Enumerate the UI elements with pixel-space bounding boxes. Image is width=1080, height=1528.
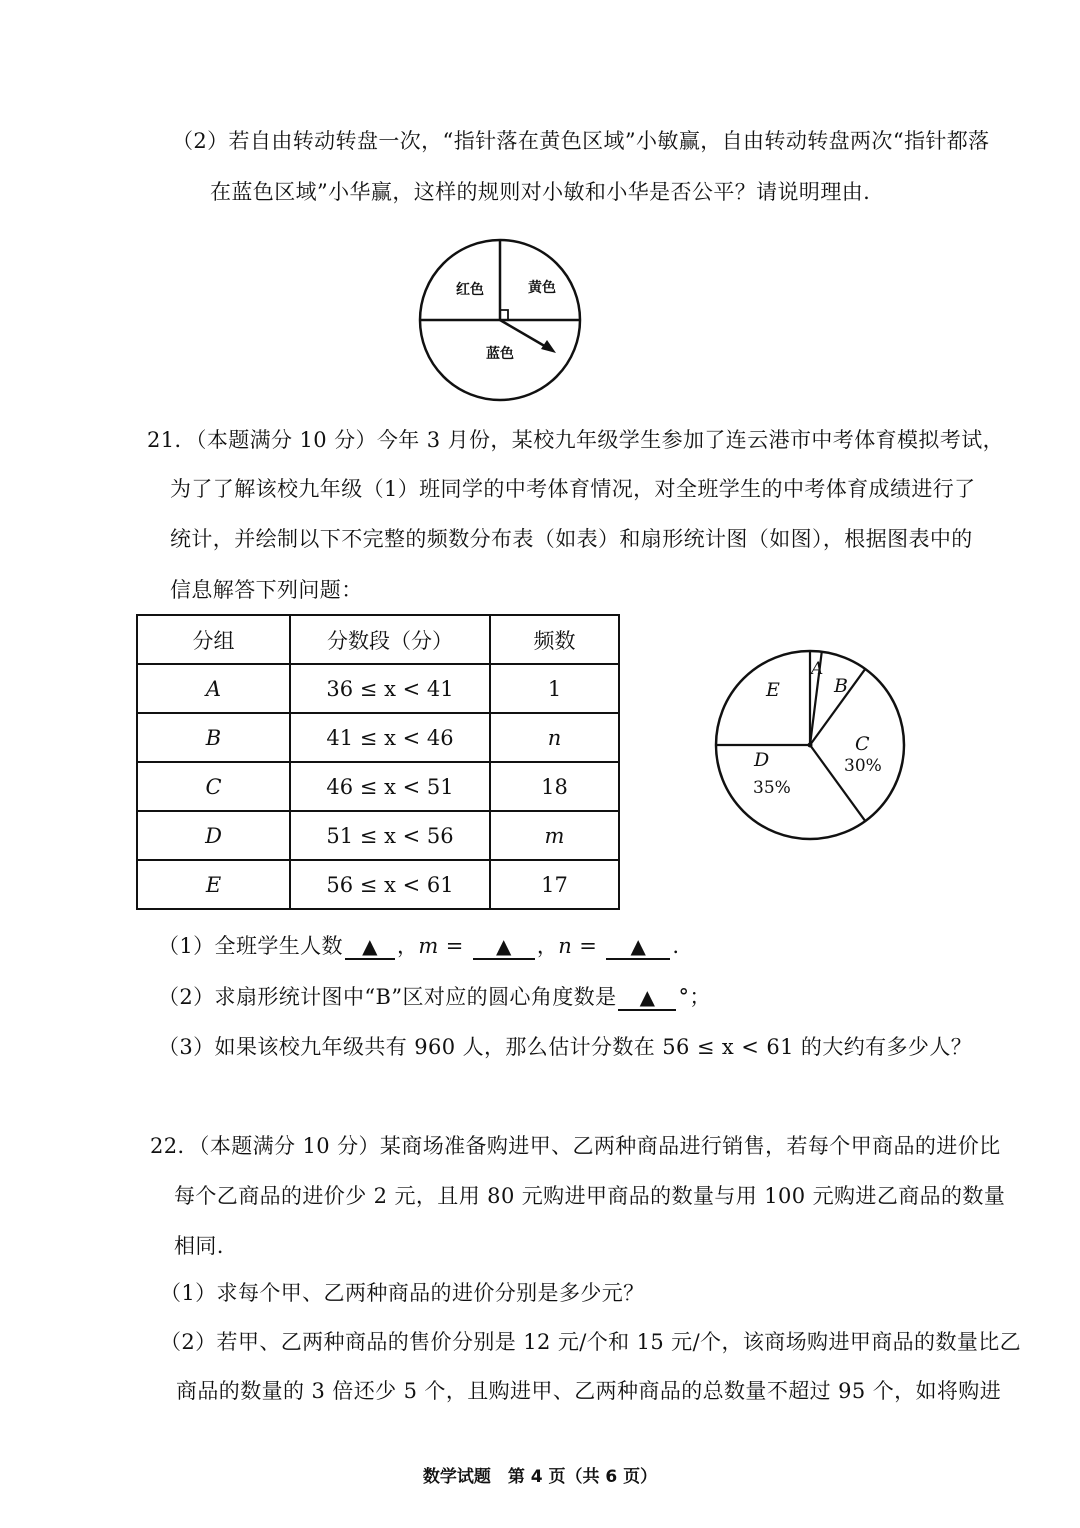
q21-intro-line1: 21．（本题满分 10 分）今年 3 月份，某校九年级学生参加了连云港市中考体育模拟考试， [147, 428, 1005, 452]
q20-part2-line1: （2）若自由转动转盘一次，“指针落在黄色区域”小敏赢，自由转动转盘两次“指针都落 [172, 129, 990, 153]
q21-part2-suffix: °； [678, 985, 711, 1009]
cell-group: C [137, 762, 290, 811]
header-group: 分组 [137, 615, 290, 664]
cell-range: 41 ≤ x < 46 [290, 713, 490, 762]
pie-label-B: B [834, 675, 848, 697]
cell-range: 46 ≤ x < 51 [290, 762, 490, 811]
table-row [137, 860, 619, 909]
cell-frequency: m [490, 811, 619, 860]
cell-range: 36 ≤ x < 41 [290, 664, 490, 713]
q21-part3: （3）如果该校九年级共有 960 人，那么估计分数在 56 ≤ x < 61 的大约有多少人？ [158, 1035, 973, 1059]
q21-intro-line2: 为了了解该校九年级（1）班同学的中考体育情况，对全班学生的中考体育成绩进行了 [170, 477, 976, 501]
cell-group: D [137, 811, 290, 860]
cell-frequency: 18 [490, 762, 619, 811]
variable-m: m [418, 934, 439, 958]
q21-intro-line3: 统计，并绘制以下不完整的频数分布表（如表）和扇形统计图（如图），根据图表中的 [170, 527, 973, 551]
cell-frequency: 17 [490, 860, 619, 909]
answer-blank-m[interactable]: ▲ [473, 934, 535, 960]
pie-label-D: D [754, 749, 770, 771]
cell-frequency: n [490, 713, 619, 762]
yellow-region-label: 黄色 [528, 280, 556, 296]
equals-sign: = [438, 934, 471, 958]
pie-center-point [808, 743, 813, 748]
period: . [672, 934, 680, 958]
q22-part2-line2: 商品的数量的 3 倍还少 5 个，且购进甲、乙两种商品的总数量不超过 95 个，如将购进 [176, 1379, 1002, 1403]
spinner-diagram [418, 232, 586, 408]
q22-part2-line1: （2）若甲、乙两种商品的售价分别是 12 元/个和 15 元/个，该商场购进甲商品的数量比乙 [160, 1330, 1022, 1354]
separator: ， [396, 934, 419, 958]
header-frequency: 频数 [490, 615, 619, 664]
cell-group: A [137, 664, 290, 713]
table-row [137, 762, 619, 811]
pie-label-A: A [811, 659, 824, 679]
cell-group: B [137, 713, 290, 762]
frequency-table [136, 614, 620, 910]
cell-range: 51 ≤ x < 56 [290, 811, 490, 860]
red-region-label: 红色 [456, 282, 484, 298]
separator: ， [536, 934, 559, 958]
equals-sign: = [572, 934, 605, 958]
q20-part2-line2: 在蓝色区域”小华赢，这样的规则对小敏和小华是否公平？请说明理由. [210, 180, 871, 204]
q21-intro-line4: 信息解答下列问题： [170, 578, 363, 602]
spinner-pointer-arrowhead [541, 340, 556, 353]
cell-group: E [137, 860, 290, 909]
answer-blank-n[interactable]: ▲ [606, 934, 670, 960]
page-footer: 数学试题 第 4 页（共 6 页） [422, 1467, 658, 1487]
q22-line3: 相同. [174, 1234, 224, 1258]
table-header-row [137, 615, 619, 664]
variable-n: n [558, 934, 573, 958]
q22-line1: 22．（本题满分 10 分）某商场准备购进甲、乙两种商品进行销售，若每个甲商品的进价比 [150, 1134, 1001, 1158]
answer-blank-total[interactable]: ▲ [345, 934, 395, 960]
answer-blank-angle[interactable]: ▲ [618, 985, 676, 1011]
table-row [137, 664, 619, 713]
pie-label-E: E [766, 679, 780, 701]
table-row [137, 811, 619, 860]
q21-part2-prefix: （2）求扇形统计图中“B”区对应的圆心角度数是 [158, 985, 617, 1009]
header-range: 分数段（分） [290, 615, 490, 664]
q21-part1 [158, 931, 679, 961]
pie-pct-D: 35% [753, 778, 791, 798]
q22-line2: 每个乙商品的进价少 2 元，且用 80 元购进甲商品的数量与用 100 元购进乙商品的数量 [174, 1184, 1006, 1208]
cell-frequency: 1 [490, 664, 619, 713]
pie-label-C: C [855, 733, 870, 755]
q21-part1-prefix: （1）全班学生人数 [158, 934, 343, 958]
q21-part2 [158, 982, 711, 1012]
spinner-pointer [500, 320, 548, 348]
pie-chart [712, 644, 908, 846]
blue-region-label: 蓝色 [486, 346, 514, 362]
q22-part1: （1）求每个甲、乙两种商品的进价分别是多少元？ [160, 1281, 645, 1305]
pie-pct-C: 30% [844, 756, 882, 776]
table-row [137, 713, 619, 762]
cell-range: 56 ≤ x < 61 [290, 860, 490, 909]
